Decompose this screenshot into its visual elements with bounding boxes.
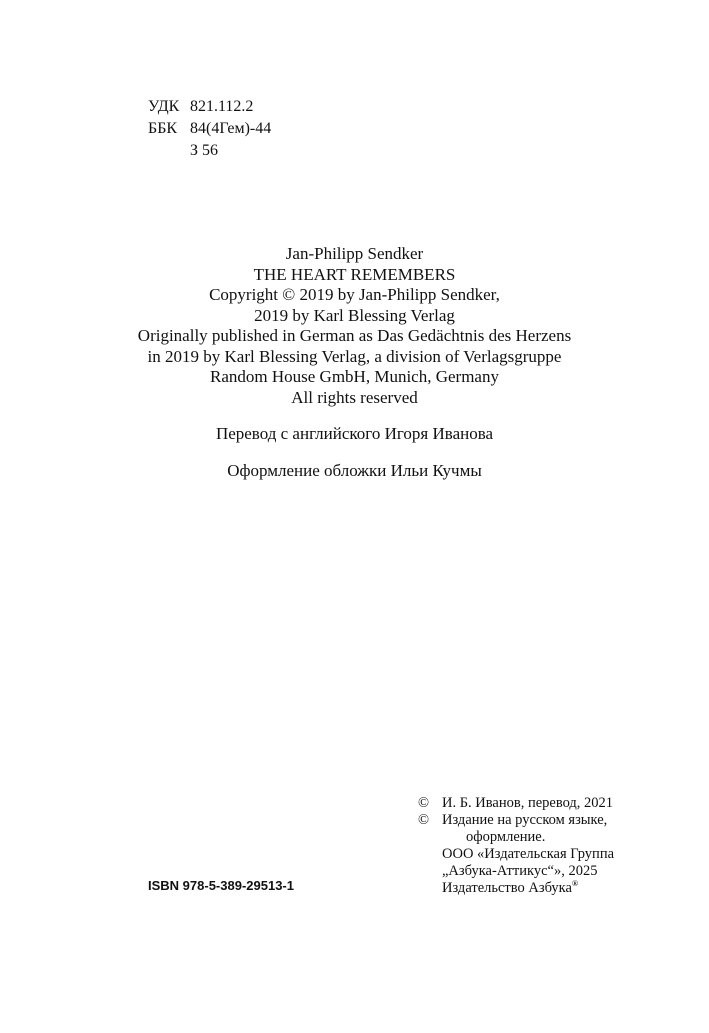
bbk-label: ББК xyxy=(148,120,178,137)
bbk-row xyxy=(148,118,271,140)
credit-line: 2019 by Karl Blessing Verlag xyxy=(254,305,455,325)
credit-line: in 2019 by Karl Blessing Verlag, a division of Verlagsgruppe xyxy=(147,346,562,366)
credit-line: Originally published in German as Das Gedächtnis des Herzens xyxy=(137,326,572,345)
udk-label: УДК xyxy=(148,98,180,115)
copyright-sign: © xyxy=(418,812,430,828)
credit-line: All rights reserved xyxy=(291,387,418,407)
registered-mark: ® xyxy=(571,879,578,889)
credit-line: Jan-Philipp Sendker xyxy=(285,244,424,263)
publisher-name: Издательство Азбука xyxy=(442,880,572,896)
credit-line: Random House GmbH, Munich, Germany xyxy=(210,367,499,386)
copyright-translation xyxy=(418,795,614,812)
original-credits xyxy=(0,244,709,408)
copyright-line: И. Б. Иванов, перевод, 2021 xyxy=(442,795,614,811)
udk-row xyxy=(148,96,271,118)
copyright-line: Издание на русском языке, xyxy=(442,812,608,828)
bbk-value: 84(4Гем)-44 xyxy=(190,120,272,137)
copyright-sign: © xyxy=(418,795,430,811)
author-mark-row xyxy=(148,140,271,162)
credit-line: THE HEART REMEMBERS xyxy=(253,264,456,284)
copyright-line: ООО «Издательская Группа xyxy=(442,846,615,862)
translation-credit: Перевод с английского Игоря Иванова xyxy=(215,424,494,443)
classification-block xyxy=(148,96,271,162)
cover-design-credit: Оформление обложки Ильи Кучмы xyxy=(227,461,482,480)
copyright-line xyxy=(442,880,614,897)
udk-value: 821.112.2 xyxy=(190,98,254,115)
russian-copyright-block xyxy=(418,795,614,897)
copyright-line: оформление. xyxy=(466,829,546,845)
credit-line: Copyright © 2019 by Jan-Philipp Sendker, xyxy=(209,285,500,304)
author-mark: З 56 xyxy=(190,142,219,159)
copyright-publisher xyxy=(418,846,614,897)
copyright-line: „Азбука-Аттикус“», 2025 xyxy=(442,863,598,879)
isbn: ISBN 978-5-389-29513-1 xyxy=(148,878,294,893)
copyright-edition xyxy=(418,812,614,846)
